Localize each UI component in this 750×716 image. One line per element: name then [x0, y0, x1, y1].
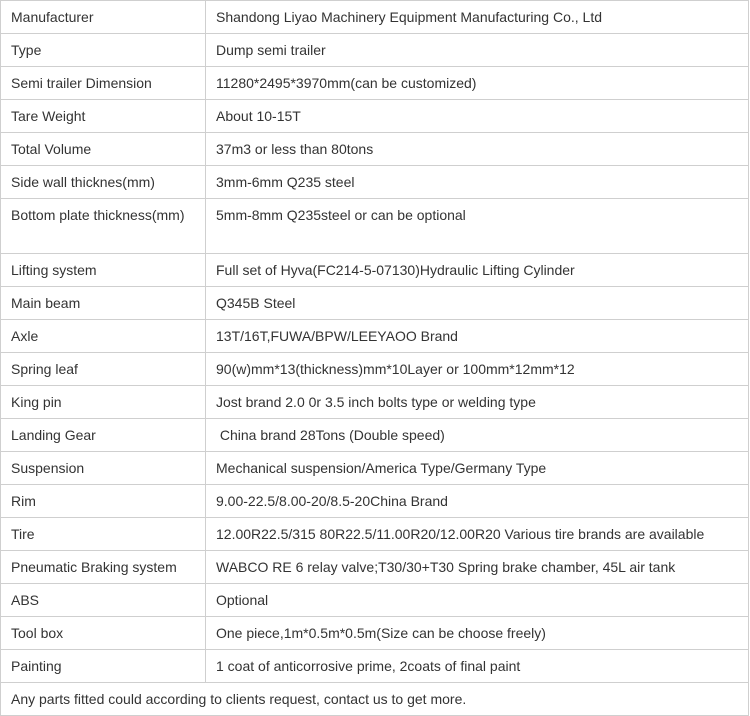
- spec-value: Shandong Liyao Machinery Equipment Manufacturing Co., Ltd: [206, 1, 749, 34]
- spec-value: Full set of Hyva(FC214-5-07130)Hydraulic Lifting Cylinder: [206, 254, 749, 287]
- spec-value: 37m3 or less than 80tons: [206, 133, 749, 166]
- spec-label: Spring leaf: [1, 353, 206, 386]
- spec-value: 3mm-6mm Q235 steel: [206, 166, 749, 199]
- table-row: [1, 485, 749, 518]
- spec-value: 90(w)mm*13(thickness)mm*10Layer or 100mm*12mm*12: [206, 353, 749, 386]
- spec-label: Manufacturer: [1, 1, 206, 34]
- spec-label: Painting: [1, 650, 206, 683]
- spec-label: Bottom plate thickness(mm): [1, 199, 206, 254]
- spec-label: ABS: [1, 584, 206, 617]
- spec-value: China brand 28Tons (Double speed): [206, 419, 749, 452]
- table-row: [1, 584, 749, 617]
- spec-value: 13T/16T,FUWA/BPW/LEEYAOO Brand: [206, 320, 749, 353]
- table-row: [1, 419, 749, 452]
- spec-label: Main beam: [1, 287, 206, 320]
- table-row: [1, 100, 749, 133]
- spec-label: Semi trailer Dimension: [1, 67, 206, 100]
- spec-value: Optional: [206, 584, 749, 617]
- spec-label: Tire: [1, 518, 206, 551]
- spec-value: One piece,1m*0.5m*0.5m(Size can be choose freely): [206, 617, 749, 650]
- spec-value: 1 coat of anticorrosive prime, 2coats of final paint: [206, 650, 749, 683]
- table-row: [1, 34, 749, 67]
- spec-value: 9.00-22.5/8.00-20/8.5-20China Brand: [206, 485, 749, 518]
- spec-value: 5mm-8mm Q235steel or can be optional: [206, 199, 749, 254]
- spec-label: Landing Gear: [1, 419, 206, 452]
- spec-label: Suspension: [1, 452, 206, 485]
- table-row: [1, 386, 749, 419]
- spec-value: 11280*2495*3970mm(can be customized): [206, 67, 749, 100]
- spec-label: Axle: [1, 320, 206, 353]
- footer-note: Any parts fitted could according to clients request, contact us to get more.: [1, 683, 749, 716]
- table-row: [1, 133, 749, 166]
- table-row: [1, 683, 749, 716]
- table-row: [1, 287, 749, 320]
- spec-label: Type: [1, 34, 206, 67]
- table-row: [1, 353, 749, 386]
- spec-value: 12.00R22.5/315 80R22.5/11.00R20/12.00R20 Various tire brands are available: [206, 518, 749, 551]
- spec-value: Jost brand 2.0 0r 3.5 inch bolts type or welding type: [206, 386, 749, 419]
- table-row: [1, 166, 749, 199]
- spec-label: King pin: [1, 386, 206, 419]
- table-row: [1, 320, 749, 353]
- spec-label: Tare Weight: [1, 100, 206, 133]
- table-row: [1, 67, 749, 100]
- table-row: [1, 1, 749, 34]
- table-row: [1, 551, 749, 584]
- spec-label: Tool box: [1, 617, 206, 650]
- spec-label: Total Volume: [1, 133, 206, 166]
- spec-value: WABCO RE 6 relay valve;T30/30+T30 Spring brake chamber, 45L air tank: [206, 551, 749, 584]
- spec-label: Side wall thicknes(mm): [1, 166, 206, 199]
- table-row: [1, 199, 749, 254]
- spec-value: Dump semi trailer: [206, 34, 749, 67]
- spec-label: Pneumatic Braking system: [1, 551, 206, 584]
- spec-label: Rim: [1, 485, 206, 518]
- spec-value: About 10-15T: [206, 100, 749, 133]
- table-row: [1, 518, 749, 551]
- spec-value: Mechanical suspension/America Type/Germany Type: [206, 452, 749, 485]
- table-row: [1, 617, 749, 650]
- table-row: [1, 452, 749, 485]
- spec-label: Lifting system: [1, 254, 206, 287]
- table-row: [1, 650, 749, 683]
- spec-value: Q345B Steel: [206, 287, 749, 320]
- table-row: [1, 254, 749, 287]
